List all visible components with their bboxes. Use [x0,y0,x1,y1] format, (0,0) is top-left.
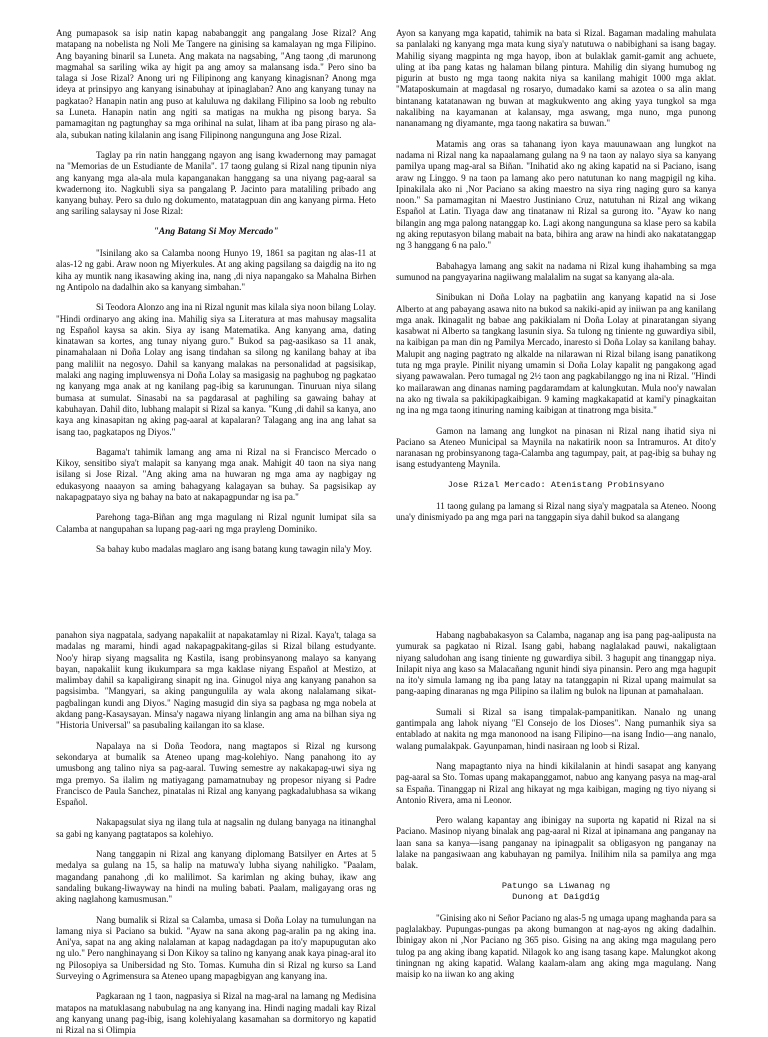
paragraph: "Isinilang ako sa Calamba noong Hunyo 19, 1861 sa pagitan ng alas-11 at alas-12 ng gabi. Araw noon ng Miyerkules. At ang aking pagsilang sa daigdig na ito ng kiha ay muntik nang ikasawing aking ina, nang ,di niya napangako sa Mahalna Birhen ng Antipolo na dadalhin ako sa kanyang simbahan." [56,248,376,292]
section-heading: Jose Rizal Mercado: Atenistang Probinsyano [447,479,665,490]
paragraph: Nang mapagtanto niya na hindi kikilalanin at hindi sasapat ang kanyang pag-aaral sa Sto. Tomas upang makapanggamot, nabuo ang kanyang pasya na mag-aral sa España. Tinanggap ni Rizal ang hikayat ng mga kaibigan, maging ng tiyo niyang si Antonio Rivera, ama ni Leonor. [396,760,716,805]
paragraph: Babahagya lamang ang sakit na nadama ni Rizal kung ihahambing sa mga sumunod na pangyayarina nagiiwang malalalim na sugat sa kanyang ala-ala. [396,260,716,282]
top-left-column [56,28,376,558]
paragraph: Ang pumapasok sa isip natin kapag nababanggit ang pangalang Jose Rizal? Ang matapang na nobelista ng Noli Me Tangere na ginising sa kamalayan ng mga Filipino. Ang bayaning binaril sa Luneta. Ang makata na nagsabing, "Ang taong ,di marunong magmahal sa sariling wika ay higit pa ang amoy sa malansang isda." Pero sino ba talaga si Jose Rizal? Anong uri ng Filipinong ang kanyang kinagisnan? Anong mga ideya at prinsipyo ang kanyang isinabuhay at ipinaglaban? Ano ang kanyang tunay na pagkatao? Hanapin natin ang puso at kaluluwa ng dakilang Filipino sa loob ng rebulto sa Luneta. Hanapin natin ang ngiti sa matigas na mukha ng pisong barya. Sa pamamagitan ng pagtunghay sa mga orihinal na sulat, liham at iba pang piraso ng ala-ala, subukan nating kilalanin ang isang Filipinong nangunguna ang Jose Rizal. [56,28,376,140]
paragraph: Nang bumalik si Rizal sa Calamba, umasa si Doña Lolay na tumulungan na lamang niya si Paciano sa bukid. "Ayaw na sana akong pag-aralin pa ng aking ina. Ani'ya, sapat na ang aking nalalaman at kapag nadagdagan pa ito'y mapupugutan ako ng ulo." Pero nanghinayang si Don Kikoy sa talino ng kanyang anak kaya pinag-aral ito ng Pilosopiya sa Unibersidad ng Sto. Tomas. Kumuha din si Rizal ng kurso sa Land Surveying o Agrimensura sa Ateneo upang mapagbigyan ang kanyang ina. [56,914,376,982]
paragraph: Nakapagsulat siya ng ilang tula at nagsalin ng dulang banyaga na itinanghal sa gabi ng kanyang pagtatapos sa kolehiyo. [56,817,376,839]
paragraph: Napalaya na si Doña Teodora, nang magtapos si Rizal ng kursong sekondarya at bumalik sa Ateneo upang mag-kolehiyo. Nang panahong ito ay umusbong ang talino niya sa pag-aaral. Tuwing semestre ay nakakapag-uwi siya ng mga premyo. Sa ilalim ng matiyagang pamamatnubay ng propesor niyang si Padre Francisco de Paula Sanchez, pinatalas ni Rizal ang kanyang pagkadalubhasa sa wikang Español. [56,740,376,808]
bottom-right-column [396,630,716,1024]
top-right-column [396,28,716,558]
paragraph: panahon siya nagpatala, sadyang napakaliit at napakatamlay ni Rizal. Kaya't, talaga sa madalas ng marami, hindi agad nakapagpakitang-gilas si Rizal bilang estudyante. Noo'y hirap siyang magsalita ng Kastila, isang probinsyanong malayo sa kanyang bayan, napakaliit kung ikukumpara sa mga kaklase niyang Español at Mestizo, at malimbay dahil sa kapaligirang sinapit ng ina. Ginugol niya ang kanyang panahon sa pagsisimba. "Mangyari, sa aking pangungulila ay wala akong nalalamang sikat-pagbalingan kundi ang Diyos." Naging masugid din siya sa pagbasa ng mga nobela at akdang pang-Kasaysayan. Minsa'y nagawa niyang linlangin ang ama na bilhan siya ng "Historia Universal" sa pasubaling kailangan ito sa klase. [56,630,376,731]
paragraph: Gamon na lamang ang lungkot na pinasan ni Rizal nang ihatid siya ni Paciano sa Ateneo Municipal sa Maynila na nakatirik noon sa Intramuros. At dito'y naranasan ng probinsyanong taga-Calamba ang tagumpay, pait, at pag-ibig sa buhay ng isang estudyanteng Maynila. [396,425,716,470]
paragraph: Parehong taga-Biñan ang mga magulang ni Rizal ngunit lumipat sila sa Calamba at nangupahan sa lupang pag-aari ng mga prayleng Dominiko. [56,512,376,534]
paragraph: Bagama't tahimik lamang ang ama ni Rizal na si Francisco Mercado o Kikoy, sensitibo siya't malapit sa kanyang mga anak. Mahigit 40 taon na siya nang isilang si Jose Rizal. "Ang aking ama na huwaran ng mga ama ay nagbigay ng edukasyong naaayon sa aming bahagyang kalagayan sa buhay. Sa pagsisikap ay nakapagpatayo siya ng bahay na bato at nakapagpundar ng isa pa." [56,446,376,502]
paragraph: 11 taong gulang pa lamang si Rizal nang siya'y magpatala sa Ateneo. Noong una'y dinismiyado pa ang mga pari na tanggapin siya dahil bukod sa alangang [396,500,716,522]
paragraph: Si Teodora Alonzo ang ina ni Rizal ngunit mas kilala siya noon bilang Lolay. "Hindi ordinaryo ang aking ina. Mahilig siya sa Literatura at mas mahusay magsalita ng Español kaysa sa akin. Siya ay isang Matematika. Ang kanyang ama, dating kinatawan sa kortes, ang tunay niyang guro." Bukod sa pag-aasikaso sa 11 anak, pinamahalaan ni Doña Lolay ang isang tindahan sa silong ng kanilang bahay at iba pang maliliit na negosyo. Dahil sa kanyang malakas na personalidad at pagsisikap, malaki ang naging impluwensya ni Doña Lolay sa masigasig na paghubog ng pagkatao ng kanyang mga anak at ng kanilang pag-ibig sa karunungan. Tinuruan niya silang bumasa at sumulat. Sinasabi na sa pagdarasal at paghiling sa gawaing bahay at kabuhayan. Dahil dito, lubhang malapit si Rizal sa kanya. "Kung ,di dahil sa kanya, ano kaya ang kinasapitan ng aking pag-aaral at kapalaran? Talagang ang ina ang lahat sa isang tao, pagkatapos ng Diyos." [56,302,376,437]
paragraph: Nang tanggapin ni Rizal ang kanyang diplomang Batsilyer en Artes at 5 medalya sa gulang na 15, sa halip na matuwa'y lubha siyang nahiligko. "Paalam, magandang panahong ,di ko malilimot. Sa karimlan ng aking buhay, ikaw ang sandaling bukang-liwayway na hindi na muling babati. Paalam, maligayang oras ng aking naglahong kamusmusan." [56,849,376,905]
paragraph: Habang nagbabakasyon sa Calamba, naganap ang isa pang pag-aalipusta na yumurak sa pagkatao ni Rizal. Isang gabi, habang naglalakad pauwi, nakaligtaan niyang saludohan ang isang tiniente ng guwardiya sibil. 3 hagupit ang tinanggap niya. Inilapit niya ang kaso sa Malacañang ngunit hindi siya pinansin. Pero ang mga hagupit na ito'y simula lamang ng iba pang latay na tatanggapin ni Rizal upang maimulat sa pang-aaping dinaranas ng mga Pilipino sa ilalim ng bulok na lipunan at pamahalaan. [396,630,716,697]
paragraph: Taglay pa rin natin hanggang ngayon ang isang kwadernong may pamagat na "Memorias de un Estudiante de Manila". 17 taong gulang si Rizal nang tipunin niya ang kanyang mga ala-ala mula kapanganakan hanggang sa una niyang pag-aaral sa kwadernong ito. Nagkubli siya sa pangalang P. Jacinto para mataliling pribado ang kanyang buhay. Pero sa dulo ng dokumento, matatagpuan din ang kanyang pirma. Heto ang sariling salaysay ni Jose Rizal: [56,149,376,217]
paragraph: Sumali si Rizal sa isang timpalak-pampanitikan. Nanalo ng unang gantimpala ang lahok niyang "El Consejo de los Dioses". Nang pumanhik siya sa entablado at nakita ng mga manonood na isang Filipino—na isang Indio—ang nanalo, walang pumalakpak. Gayunpaman, hindi nasiraan ng loob si Rizal. [396,706,716,751]
paragraph: Sa bahay kubo madalas maglaro ang isang batang kung tawagin nila'y Moy. [96,543,372,554]
paragraph: Pero walang kapantay ang ibinigay na suporta ng kapatid ni Rizal na si Paciano. Masinop niyang binalak ang pag-aaral ni Rizal at ipinamana ang panganay na laan sana sa kanya—isang panganay na ipinagpalit sa obligasyon ng panganay na lalake na pangasiwaan ang kabuhayan ng pamilya. Inilihim nila sa pamilya ang mga balak. [396,815,716,871]
paragraph: "Ginising ako ni Señor Paciano ng alas-5 ng umaga upang maghanda para sa paglalakbay. Pupungas-pungas pa akong bumangon at nag-ayos ng aking dadalhin. Ibinigay akon ni ,Nor Paciano ng 365 piso. Gising na ang aking mga magulang pero tulog pa ang aking ibang kapatid. Nilagok ko ang isang tasang kape. Malungkot akong tiningnan ng aking kapatid. Walang kaalam-alam ang aking mga magulang. Nang maisip ko na iiwan ko ang aking [396,912,716,980]
paragraph: Pagkaraan ng 1 taon, nagpasiya si Rizal na mag-aral na lamang ng Medisina matapos na matuklasang nabubulag na ang kanyang ina. Hindi naging madali kay Rizal ang kanyang unang pag-ibig, isang kolehiyalang kasamahan sa dormitoryo ng kapatid ni Rizal na si Olimpia [56,991,376,1036]
paragraph: Sinibukan ni Doña Lolay na pagbatiin ang kanyang kapatid na si Jose Alberto at ang pabayang asawa nito na bukod sa nakiki-apid ay iniiwan pa ang kanilang mga anak. Ikinagalit ng babae ang pakikialam ni Doña Lolay at pinaratangan siyang kasabwat ni Alberto sa tangkang lasunin siya. Sa tulong ng tiniente ng guwardiya sibil, na kaibigan pa man din ng Pamilya Mercado, inaresto si Doña Lolay sa kanilang bahay. Malupit ang naging pagtrato ng alkalde na nilarawan ni Rizal bilang isang panatikong tuta ng mga prayle. Pinilit niyang umamin si Doña Lolay kapalit ng pangakong agad siyang pawawalan. Pero tumagal ng 2½ taon ang pagkabilanggo ng ina ni Rizal. "Hindi ko mailarawan ang dinanas naming pagdaramdam at kalungkutan. Mula noo'y nawalan na ako ng tiwala sa pakikipagkaibigan. 9 kaming magkakapatid at kami'y pinagkaitan ng ina ng mga taong itinuring naming kaibigan at tinatrong mga bisita." [396,292,716,416]
section-heading-line: Dunong at Daigdig [512,891,600,902]
section-heading: "Ang Batang Si Moy Mercado" [153,226,279,237]
bottom-left-column [56,630,376,1036]
section-heading-line: Patungo sa Liwanag ng [501,880,611,891]
section-heading [396,881,716,903]
paragraph: Ayon sa kanyang mga kapatid, tahimik na bata si Rizal. Bagaman madaling mahulata sa panlalaki ng kanyang mga mata kung siya'y natutuwa o nabibighani sa isang bagay. Mahilig siyang magpinta ng mga hayop, ibon at bulaklak gamit-gamit ang achuete, uling at iba pang katas ng halaman bilang pintura. Mahilig din siyang humubog ng pigurin at busto ng mga taong nakita niya sa kanilang mahigit 1000 mga aklat. "Mataposkumain at magdasal ng rosaryo, dumadako kami sa azotea o sa alin mang bintanang katatanawan ng buwan at magkukwento ang aking yaya tungkol sa mga nakalibing na kayamanan at kalansay, mga aswang, mga nuno, mga punong nananamang ng diyamante, mga taong nakatira sa buwan." [396,28,716,129]
paragraph: Matamis ang oras sa tahanang iyon kaya mauunawaan ang lungkot na nadama ni Rizal nang ka napaalamang gulang na 9 na taon ay nalayo siya sa kanyang pamilya upang mag-aral sa Biñan. "Inihatid ako ng aking kapatid na si Paciano, isang araw ng Linggo. 9 na taon pa lamang ako pero natutunan ko nang magpigil ng kiha. Ipinakilala ako ni ,Nor Paciano sa aking maestro na siya ring naging guro sa kanya noon." Sa pamamagitan ni Maestro Justiniano Cruz, natutuhan ni Rizal ang wikang Español at Latin. Tiyaga daw ang tinatanaw ni Rizal sa gurong ito. "Ayaw ko nang bilangin ang mga palong natanggap ko. Lagi akong nangunguna sa klase pero sa kabila ng aking reputasyon bilang mabait na bata, bihira ang araw na hindi ako nakatatanggap ng 3 hanggang 6 na palo." [396,138,716,251]
